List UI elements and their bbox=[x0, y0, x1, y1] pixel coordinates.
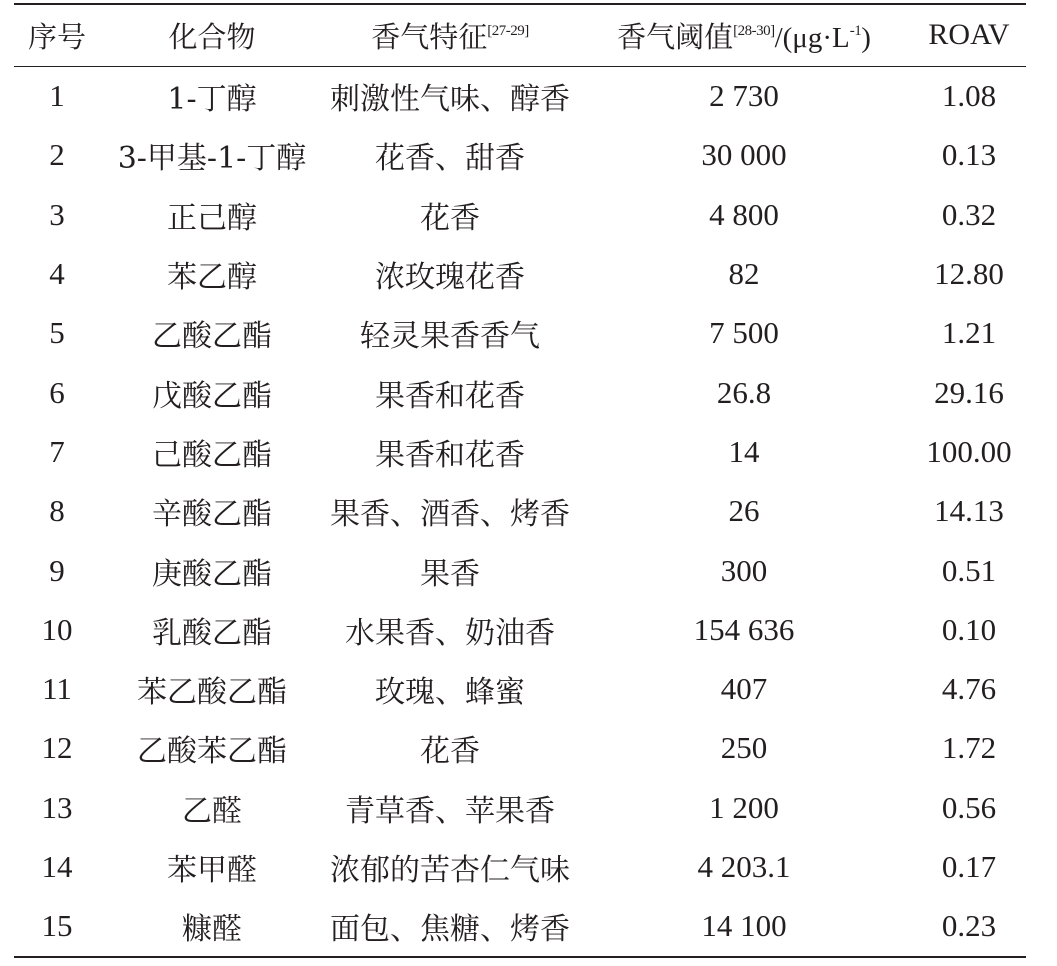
aroma-compound-table bbox=[14, 3, 1026, 958]
cell-roav: 0.51 bbox=[941, 552, 997, 588]
cell-compound: 戊酸乙酯 bbox=[152, 378, 272, 414]
cell-aroma: 果香和花香 bbox=[375, 437, 525, 473]
cell-roav: 0.17 bbox=[941, 849, 997, 884]
cell-aroma: 刺激性气味、醇香 bbox=[330, 82, 570, 118]
cell-roav: 12.80 bbox=[934, 256, 1004, 292]
cell-compound: 苯乙醇 bbox=[167, 260, 257, 296]
header-threshold-unit-close: ) bbox=[861, 21, 871, 54]
header-aroma-ref: [27-29] bbox=[487, 22, 529, 39]
cell-compound: 乙醛 bbox=[182, 793, 242, 829]
table-header bbox=[14, 4, 1026, 66]
cell-compound: 己酸乙酯 bbox=[152, 437, 272, 473]
table-row bbox=[14, 482, 1026, 541]
cell-aroma: 果香 bbox=[420, 556, 480, 592]
cell-threshold: 4 203.1 bbox=[697, 849, 791, 884]
cell-roav: 0.56 bbox=[941, 789, 997, 825]
cell-index: 6 bbox=[49, 374, 65, 410]
cell-index: 2 bbox=[49, 137, 65, 173]
cell-index: 3 bbox=[49, 196, 65, 232]
header-index: 序号 bbox=[27, 19, 86, 54]
header-row bbox=[14, 4, 1026, 66]
cell-aroma: 花香、甜香 bbox=[375, 141, 525, 177]
cell-threshold: 7 500 bbox=[709, 315, 779, 351]
header-threshold-label: 香气阈值 bbox=[617, 19, 734, 54]
cell-roav: 4.76 bbox=[941, 671, 997, 707]
cell-threshold: 26 bbox=[728, 493, 760, 529]
header-threshold bbox=[576, 4, 912, 66]
cell-index: 4 bbox=[49, 256, 65, 292]
cell-threshold: 407 bbox=[720, 671, 768, 707]
header-aroma-label: 香气特征 bbox=[371, 19, 488, 54]
cell-aroma: 轻灵果香香气 bbox=[360, 319, 540, 355]
cell-threshold: 82 bbox=[728, 256, 760, 292]
cell-index: 15 bbox=[41, 908, 73, 944]
cell-roav: 14.13 bbox=[934, 493, 1004, 529]
cell-compound: 庚酸乙酯 bbox=[152, 556, 272, 592]
cell-threshold: 30 000 bbox=[701, 137, 787, 173]
table-row bbox=[14, 778, 1026, 837]
cell-index: 8 bbox=[49, 493, 65, 529]
table-row bbox=[14, 541, 1026, 600]
cell-roav: 1.21 bbox=[941, 315, 997, 351]
cell-compound: 辛酸乙酯 bbox=[152, 497, 272, 533]
cell-compound: 苯乙酸乙酯 bbox=[137, 675, 287, 711]
cell-threshold: 250 bbox=[720, 730, 768, 766]
table-row bbox=[14, 719, 1026, 778]
cell-aroma: 浓玫瑰花香 bbox=[375, 260, 525, 296]
cell-threshold: 300 bbox=[720, 552, 768, 588]
table-row bbox=[14, 600, 1026, 659]
header-roav: ROAV bbox=[928, 18, 1010, 52]
cell-threshold: 1 200 bbox=[709, 789, 779, 825]
header-threshold-ref: [28-30] bbox=[733, 22, 775, 39]
cell-roav: 100.00 bbox=[926, 433, 1012, 469]
cell-aroma: 玫瑰、蜂蜜 bbox=[375, 675, 525, 711]
cell-aroma: 果香、酒香、烤香 bbox=[330, 497, 570, 533]
cell-aroma: 花香 bbox=[420, 200, 480, 236]
table-row bbox=[14, 659, 1026, 718]
cell-index: 5 bbox=[49, 315, 65, 351]
cell-roav: 29.16 bbox=[934, 374, 1004, 410]
cell-compound: 乙酸苯乙酯 bbox=[137, 734, 287, 770]
cell-index: 14 bbox=[41, 849, 73, 884]
cell-threshold: 26.8 bbox=[716, 374, 772, 410]
cell-aroma: 水果香、奶油香 bbox=[345, 615, 555, 651]
cell-aroma: 花香 bbox=[420, 734, 480, 770]
table-row bbox=[14, 422, 1026, 481]
cell-index: 7 bbox=[49, 433, 65, 469]
cell-aroma: 浓郁的苦杏仁气味 bbox=[330, 853, 570, 888]
table-row bbox=[14, 244, 1026, 303]
cell-index: 10 bbox=[41, 611, 73, 647]
table-row bbox=[14, 304, 1026, 363]
cell-roav: 1.72 bbox=[941, 730, 997, 766]
cell-roav: 0.23 bbox=[941, 908, 997, 944]
table-row bbox=[14, 363, 1026, 422]
cell-threshold: 4 800 bbox=[709, 196, 779, 232]
cell-compound: 糠醛 bbox=[182, 912, 242, 948]
cell-threshold: 2 730 bbox=[709, 78, 779, 114]
cell-index: 11 bbox=[42, 671, 72, 707]
cell-threshold: 154 636 bbox=[693, 611, 795, 647]
cell-compound: 乙酸乙酯 bbox=[152, 319, 272, 355]
header-aroma bbox=[324, 4, 576, 66]
cell-index: 12 bbox=[41, 730, 73, 766]
table-row bbox=[14, 185, 1026, 244]
cell-index: 1 bbox=[49, 78, 65, 114]
cell-compound: 乳酸乙酯 bbox=[152, 615, 272, 651]
table-row bbox=[14, 837, 1026, 896]
cell-index: 9 bbox=[49, 552, 65, 588]
cell-compound: 1-丁醇 bbox=[167, 82, 257, 118]
cell-aroma: 果香和花香 bbox=[375, 378, 525, 414]
header-threshold-unit: /(μg·L bbox=[774, 21, 850, 54]
table-row bbox=[14, 897, 1026, 957]
cell-aroma: 青草香、苹果香 bbox=[345, 793, 555, 829]
cell-compound: 正己醇 bbox=[167, 200, 257, 236]
header-compound: 化合物 bbox=[168, 19, 256, 54]
cell-threshold: 14 bbox=[728, 433, 760, 469]
aroma-compound-table-container bbox=[14, 3, 1026, 958]
cell-index: 13 bbox=[41, 789, 73, 825]
table-row bbox=[14, 126, 1026, 185]
header-threshold-unit-exponent: -1 bbox=[849, 22, 862, 39]
cell-aroma: 面包、焦糖、烤香 bbox=[330, 912, 570, 948]
cell-compound: 3-甲基-1-丁醇 bbox=[117, 141, 307, 177]
cell-roav: 0.10 bbox=[941, 611, 997, 647]
table-body bbox=[14, 66, 1026, 957]
cell-threshold: 14 100 bbox=[701, 908, 787, 944]
cell-compound: 苯甲醛 bbox=[167, 853, 257, 888]
cell-roav: 1.08 bbox=[941, 78, 997, 114]
table-row bbox=[14, 66, 1026, 126]
cell-roav: 0.13 bbox=[941, 137, 997, 173]
cell-roav: 0.32 bbox=[941, 196, 997, 232]
